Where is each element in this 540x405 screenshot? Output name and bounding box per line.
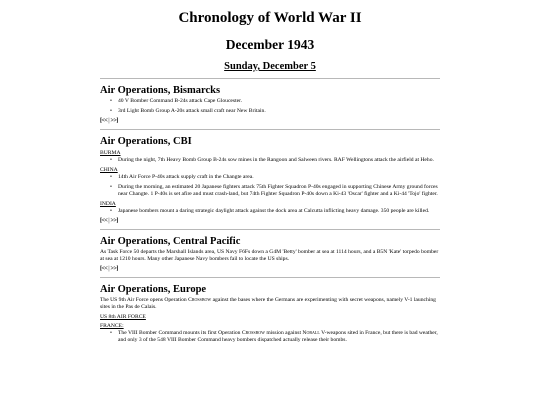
- nav-separator: |: [108, 118, 110, 124]
- nav-links: [100, 266, 440, 272]
- section-heading: Air Operations, Bismarcks: [100, 85, 221, 96]
- target-codename: Noball: [302, 330, 320, 336]
- operation-name: Crossbow: [241, 330, 265, 336]
- prev-link[interactable]: [<<: [100, 118, 108, 124]
- section-cbi: [100, 136, 440, 224]
- item-list: [100, 157, 440, 164]
- region-label-france: FRANCE:: [100, 323, 124, 329]
- page-title: Chronology of World War II: [178, 10, 362, 26]
- section-paragraph: As Task Force 50 departs the Marshall Islands area, US Navy F6Fs down a G4M 'Betty' bomber at sea at 1114 hours, and a B5N 'Kate' torpedo bomber at sea at 1210 hours. Many other Japanese Navy bombers fail to locate the US ships.: [100, 249, 439, 262]
- list-item: • During the morning, an estimated 20 Japanese fighters attack 75th Fighter Squadron P-40s engaged in supporting Chinese Army ground forces near Changte. 1 P-40s is set afire and must crash-land, but 74th Fighter Squadron P-40s down a Ki-43 'Oscar' fighter and a Ki-44 'Tojo' fighter.: [110, 184, 440, 198]
- nav-separator: |: [108, 266, 110, 272]
- divider: [100, 129, 440, 130]
- text-run: The US 9th Air Force opens Operation: [100, 297, 189, 303]
- section-europe: [100, 284, 440, 344]
- list-item: • During the night, 7th Heavy Bomb Group B-24s sow mines in the Rangoon and Salween rivers. RAF Wellingtons attack the airfield at Heho.: [110, 157, 440, 164]
- list-item: • 14th Air Force P-40s attack supply craft in the Changte area.: [110, 174, 440, 181]
- section-bismarcks: [100, 85, 440, 124]
- list-item: • Japanese bombers mount a daring strategic daylight attack against the dock area at Calcutta inflicting heavy damage. 350 people are killed.: [110, 208, 440, 215]
- section-heading: Air Operations, Europe: [100, 284, 207, 295]
- nav-links: [100, 118, 440, 124]
- next-link[interactable]: >>]: [110, 218, 118, 224]
- text-run: against the bases where the Germans are experimenting with secret weapons, namely V-1 launching sites in the Pas de Calais.: [100, 297, 436, 310]
- nav-separator: |: [108, 218, 110, 224]
- section-central-pacific: [100, 236, 440, 272]
- text-run: mission against: [264, 330, 303, 336]
- item-list: [100, 330, 440, 344]
- list-item: • 3rd Light Bomb Group A-20s attack small craft near New Britain.: [110, 108, 440, 115]
- region-label-india: INDIA: [100, 201, 116, 207]
- section-heading: Air Operations, Central Pacific: [100, 236, 241, 247]
- prev-link[interactable]: [<<: [100, 266, 108, 272]
- month-heading: December 1943: [225, 37, 315, 52]
- next-link[interactable]: >>]: [110, 266, 118, 272]
- item-list: [100, 98, 440, 115]
- text-run: The VIII Bomber Command mounts its first Operation: [118, 330, 242, 336]
- section-paragraph: [100, 297, 440, 311]
- text-run: V-weapons sited in France, but there is bad weather, and only 3 of the 548 VIII Bomber Command heavy bombers dispatched actually release their bombs.: [118, 330, 438, 343]
- prev-link[interactable]: [<<: [100, 218, 108, 224]
- date-heading: Sunday, December 5: [224, 61, 316, 72]
- list-item: • 40 V Bomber Command B-24s attack Cape Gloucester.: [110, 98, 440, 105]
- divider: [100, 277, 440, 278]
- sub-force-label: US 8th AIR FORCE: [100, 314, 146, 320]
- item-list: [100, 208, 440, 215]
- operation-name: Crossbow: [188, 297, 212, 303]
- item-list: [100, 174, 440, 198]
- divider: [100, 229, 440, 230]
- divider: [100, 78, 440, 79]
- region-label-china: CHINA: [100, 167, 118, 173]
- nav-links: [100, 218, 440, 224]
- list-item: [110, 330, 440, 344]
- next-link[interactable]: >>]: [110, 118, 118, 124]
- section-heading: Air Operations, CBI: [100, 136, 192, 147]
- region-label-burma: BURMA: [100, 150, 121, 156]
